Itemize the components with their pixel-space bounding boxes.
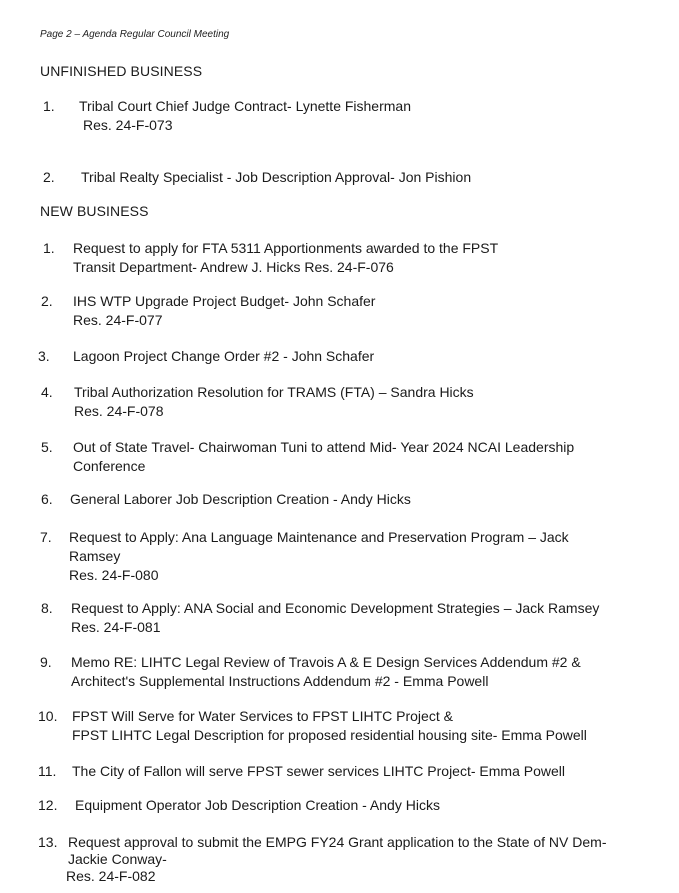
item-number: 2. bbox=[43, 169, 55, 185]
item-line: Res. 24-F-081 bbox=[71, 619, 161, 635]
new-item-3 bbox=[38, 348, 658, 368]
item-number: 3. bbox=[38, 348, 50, 364]
item-number: 1. bbox=[43, 98, 55, 114]
item-line: Tribal Court Chief Judge Contract- Lynette Fisherman bbox=[79, 98, 411, 114]
item-number: 9. bbox=[40, 654, 52, 670]
new-item-2 bbox=[41, 293, 661, 333]
new-item-13 bbox=[38, 834, 668, 892]
item-number: 6. bbox=[41, 491, 53, 507]
item-number: 2. bbox=[41, 293, 53, 309]
item-line: Lagoon Project Change Order #2 - John Schafer bbox=[73, 348, 375, 364]
item-number: 12. bbox=[38, 797, 58, 813]
item-line: The City of Fallon will serve FPST sewer services LIHTC Project- Emma Powell bbox=[72, 763, 565, 779]
new-item-5 bbox=[41, 439, 671, 479]
item-number: 5. bbox=[41, 439, 53, 455]
new-item-7 bbox=[40, 529, 660, 589]
unfinished-item-1 bbox=[43, 98, 643, 138]
new-item-9 bbox=[40, 654, 670, 694]
item-line: Tribal Authorization Resolution for TRAMS (FTA) – Sandra Hicks bbox=[74, 384, 474, 400]
item-number: 13. bbox=[38, 834, 58, 850]
new-item-10 bbox=[38, 708, 668, 748]
item-number: 8. bbox=[41, 600, 53, 616]
new-item-4 bbox=[41, 384, 661, 424]
item-line: Memo RE: LIHTC Legal Review of Travois A & E Design Services Addendum #2 & bbox=[71, 654, 581, 670]
new-item-1 bbox=[43, 240, 663, 280]
item-line: IHS WTP Upgrade Project Budget- John Schafer bbox=[73, 293, 376, 309]
new-business-heading: NEW BUSINESS bbox=[40, 203, 149, 219]
item-line: Tribal Realty Specialist - Job Description Approval- Jon Pishion bbox=[81, 169, 472, 185]
item-line: Request to apply for FTA 5311 Apportionments awarded to the FPST bbox=[73, 240, 499, 256]
item-line: Request to Apply: ANA Social and Economic Development Strategies – Jack Ramsey bbox=[71, 600, 600, 616]
item-line: Res. 24-F-080 bbox=[69, 567, 159, 583]
item-line: FPST Will Serve for Water Services to FPST LIHTC Project & bbox=[72, 708, 453, 724]
item-number: 7. bbox=[40, 529, 52, 545]
item-line: Transit Department- Andrew J. Hicks Res. 24-F-076 bbox=[73, 259, 394, 275]
item-line: Conference bbox=[73, 458, 146, 474]
unfinished-business-heading: UNFINISHED BUSINESS bbox=[40, 63, 203, 79]
item-line: Res. 24-F-078 bbox=[74, 403, 164, 419]
item-line: General Laborer Job Description Creation - Andy Hicks bbox=[70, 491, 411, 507]
item-line: Jackie Conway- bbox=[68, 851, 167, 867]
new-item-12 bbox=[38, 797, 668, 817]
new-item-8 bbox=[41, 600, 671, 640]
page-header: Page 2 – Agenda Regular Council Meeting bbox=[40, 29, 230, 40]
item-line: Architect's Supplemental Instructions Addendum #2 - Emma Powell bbox=[71, 673, 489, 689]
item-number: 10. bbox=[38, 708, 58, 724]
new-item-6 bbox=[41, 491, 661, 511]
new-item-11 bbox=[38, 763, 668, 783]
item-number: 1. bbox=[43, 240, 55, 256]
item-line: Request approval to submit the EMPG FY24 Grant application to the State of NV Dem- bbox=[68, 834, 607, 850]
item-line: Res. 24-F-082 bbox=[66, 868, 156, 884]
item-number: 4. bbox=[41, 384, 53, 400]
item-number: 11. bbox=[38, 763, 57, 779]
item-line: Res. 24-F-077 bbox=[73, 312, 163, 328]
item-line: Out of State Travel- Chairwoman Tuni to attend Mid- Year 2024 NCAI Leadership bbox=[73, 439, 575, 455]
item-line: Request to Apply: Ana Language Maintenance and Preservation Program – Jack bbox=[69, 529, 569, 545]
item-line: Ramsey bbox=[69, 548, 121, 564]
item-line: Equipment Operator Job Description Creation - Andy Hicks bbox=[75, 797, 440, 813]
item-line: Res. 24-F-073 bbox=[83, 117, 173, 133]
unfinished-item-2 bbox=[43, 169, 643, 189]
item-line: FPST LIHTC Legal Description for proposed residential housing site- Emma Powell bbox=[72, 727, 587, 743]
